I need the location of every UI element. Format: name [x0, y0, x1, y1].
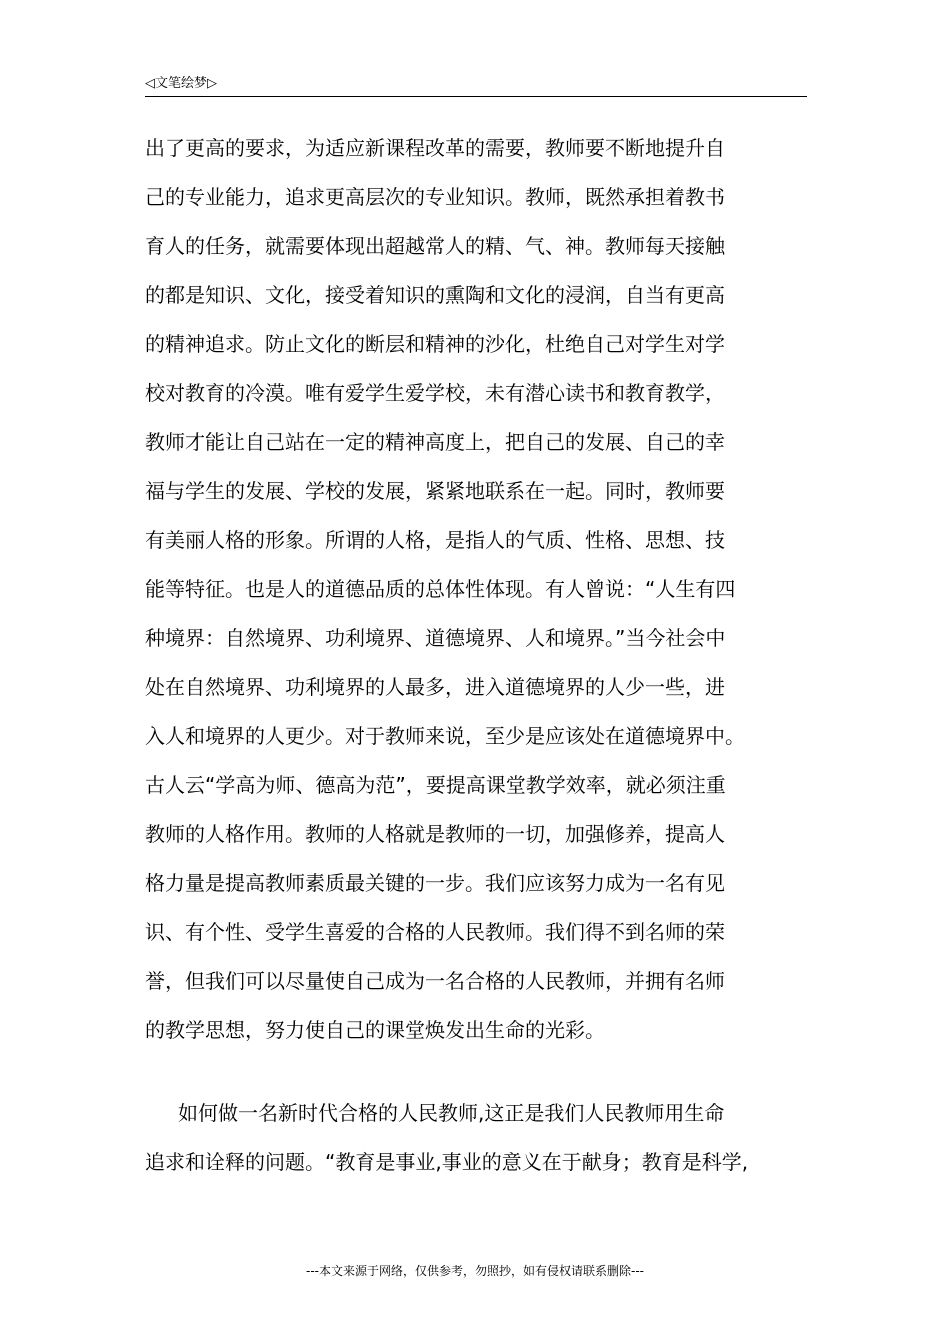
- text-line: 的教学思想，努力使自己的课堂焕发出生命的光彩。: [145, 1018, 605, 1042]
- page-header: [145, 74, 807, 98]
- text-line: 誉，但我们可以尽量使自己成为一名合格的人民教师，并拥有名师: [145, 969, 725, 993]
- paragraph-spacer: [145, 1055, 825, 1089]
- text-line: 教师的人格作用。教师的人格就是教师的一切，加强修养，提高人: [145, 822, 725, 846]
- text-line: 格力量是提高教师素质最关键的一步。我们应该努力成为一名有见: [145, 871, 725, 895]
- text-line: 处在自然境界、功利境界的人最多，进入道德境界的人少一些，进: [145, 675, 725, 699]
- paragraph-1: [145, 124, 825, 1055]
- text-line: 识、有个性、受学生喜爱的合格的人民教师。我们得不到名师的荣: [145, 920, 725, 944]
- text-line: 的精神追求。防止文化的断层和精神的沙化，杜绝自己对学生对学: [145, 332, 725, 356]
- text-line: 有美丽人格的形象。所谓的人格，是指人的气质、性格、思想、技: [145, 528, 725, 552]
- text-line: 种境界：自然境界、功利境界、道德境界、人和境界。”当今社会中: [145, 626, 726, 650]
- text-line: 入人和境界的人更少。对于教师来说，至少是应该处在道德境界中。: [145, 724, 745, 748]
- text-line: 育人的任务，就需要体现出超越常人的精、气、神。教师每天接触: [145, 234, 725, 258]
- text-line: 追求和诠释的问题。“教育是事业,事业的意义在于献身；教育是科学,: [145, 1150, 749, 1174]
- document-body: [145, 124, 825, 1187]
- text-line: 福与学生的发展、学校的发展，紧紧地联系在一起。同时，教师要: [145, 479, 725, 503]
- text-line: 教师才能让自己站在一定的精神高度上，把自己的发展、自己的幸: [145, 430, 725, 454]
- header-title: ◁文笔绘梦▷: [145, 76, 217, 91]
- text-line: 的都是知识、文化，接受着知识的熏陶和文化的浸润，自当有更高: [145, 283, 725, 307]
- paragraph-2: [145, 1089, 825, 1187]
- text-line: 能等特征。也是人的道德品质的总体性体现。有人曾说：“人生有四: [145, 577, 736, 601]
- text-line: 己的专业能力，追求更高层次的专业知识。教师，既然承担着教书: [145, 185, 725, 209]
- page-footer: ---本文来源于网络，仅供参考，勿照抄，如有侵权请联系删除---: [306, 1264, 644, 1278]
- text-line: 校对教育的冷漠。唯有爱学生爱学校，未有潜心读书和教育教学，: [145, 381, 725, 405]
- header-divider: [145, 96, 807, 97]
- text-line: 古人云“学高为师、德高为范”，要提高课堂教学效率，就必须注重: [145, 773, 726, 797]
- text-line: 如何做一名新时代合格的人民教师,这正是我们人民教师用生命: [178, 1101, 725, 1125]
- text-line: 出了更高的要求，为适应新课程改革的需要，教师要不断地提升自: [145, 136, 725, 160]
